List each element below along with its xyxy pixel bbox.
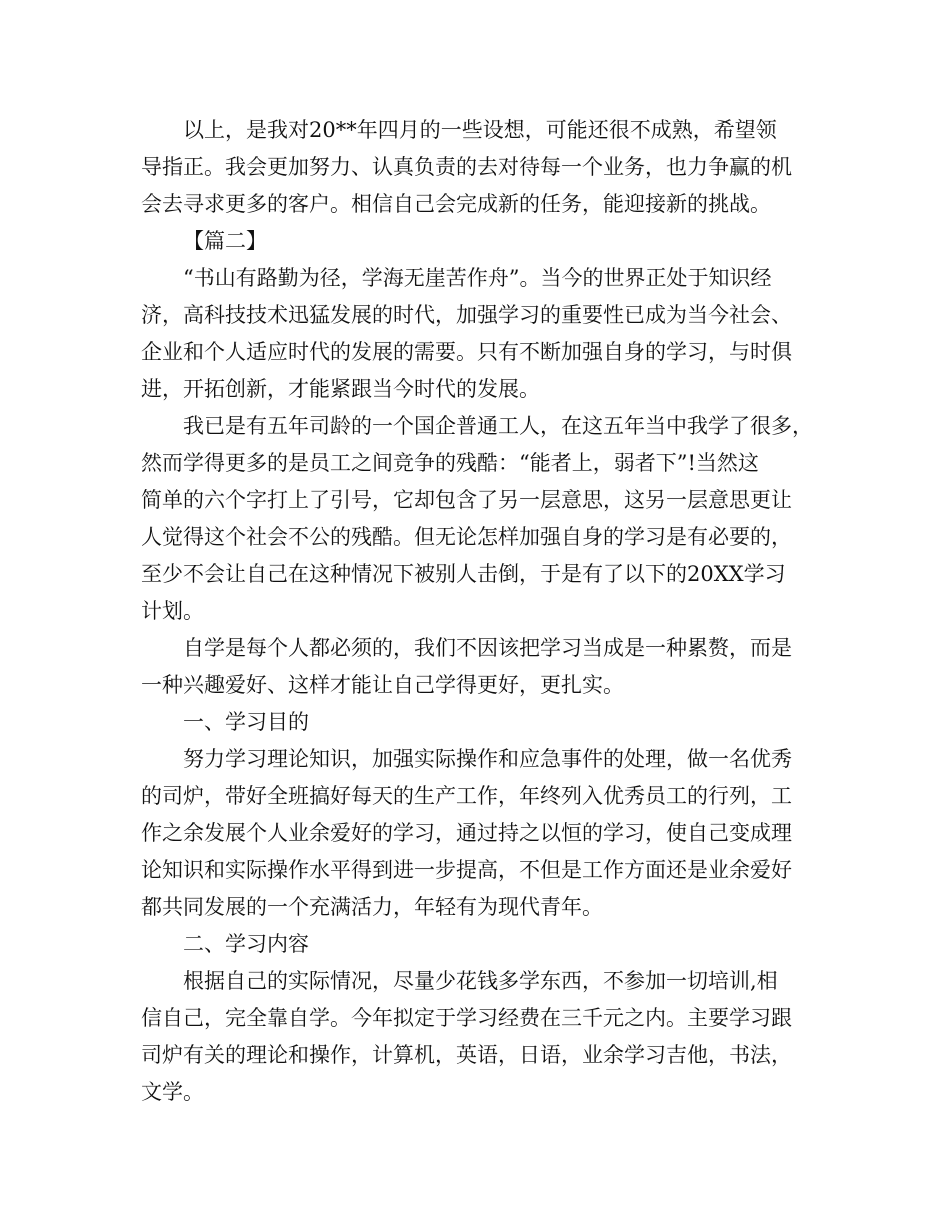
text-line: 人觉得这个社会不公的残酷。但无论怎样加强自身的学习是有必要的， [141,525,792,549]
text-line: 论知识和实际操作水平得到进一步提高，不但是工作方面还是业余爱好 [141,858,792,882]
text-line: 信自己，完全靠自学。今年拟定于学习经费在三千元之内。主要学习跟 [141,1006,792,1030]
text-line: 努力学习理论知识，加强实际操作和应急事件的处理，做一名优秀 [183,747,792,771]
text-line: 企业和个人适应时代的发展的需要。只有不断加强自身的学习，与时俱 [141,340,792,364]
text-line: 简单的六个字打上了引号，它却包含了另一层意思，这另一层意思更让 [141,488,792,512]
text-line: 的司炉，带好全班搞好每天的生产工作，年终列入优秀员工的行列，工 [141,784,792,808]
text-line: 都共同发展的一个充满活力，年轻有为现代青年。 [141,895,603,919]
text-line: 一种兴趣爱好、这样才能让自己学得更好，更扎实。 [141,673,624,697]
paragraph-intro-quote [141,260,813,408]
text-line: 自学是每个人都必须的，我们不因该把学习当成是一种累赘，而是 [183,636,792,660]
section-heading-part-two: 【篇二】 [183,229,267,253]
text-line: 文学。 [141,1080,204,1104]
text-line: 我已是有五年司龄的一个国企普通工人，在这五年当中我学了很多， [183,414,813,438]
document-body [141,112,813,1111]
text-line: 至少不会让自己在这种情况下被别人击倒，于是有了以下的20XX学习 [141,562,786,586]
text-line: 会去寻求更多的客户。相信自己会完成新的任务，能迎接新的挑战。 [141,192,771,216]
text-line: 然而学得更多的是员工之间竞争的残酷：“能者上，弱者下”!当然这 [141,451,759,475]
text-line: 司炉有关的理论和操作，计算机，英语，日语，业余学习吉他，书法， [141,1043,792,1067]
section-heading-goals: 一、学习目的 [183,710,309,734]
text-line: 根据自己的实际情况，尽量少花钱多学东西，不参加一切培训,相 [183,969,778,993]
paragraph-closing [141,112,813,223]
text-line: 济，高科技技术迅猛发展的时代，加强学习的重要性已成为当今社会、 [141,303,792,327]
text-line: 作之余发展个人业余爱好的学习，通过持之以恒的学习，使自己变成理 [141,821,792,845]
section-heading-content: 二、学习内容 [183,932,309,956]
text-line: 计划。 [141,599,204,623]
text-line: 进，开拓创新，才能紧跟当今时代的发展。 [141,377,540,401]
paragraph-background [141,408,813,630]
text-line: “书山有路勤为径，学海无崖苦作舟”。当今的世界正处于知识经 [183,266,772,290]
paragraph-goals [141,741,813,926]
text-line: 导指正。我会更加努力、认真负责的去对待每一个业务，也力争赢的机 [141,155,792,179]
paragraph-self-study [141,630,813,704]
paragraph-content [141,963,813,1111]
text-line: 以上，是我对20**年四月的一些设想，可能还很不成熟，希望领 [183,118,777,142]
